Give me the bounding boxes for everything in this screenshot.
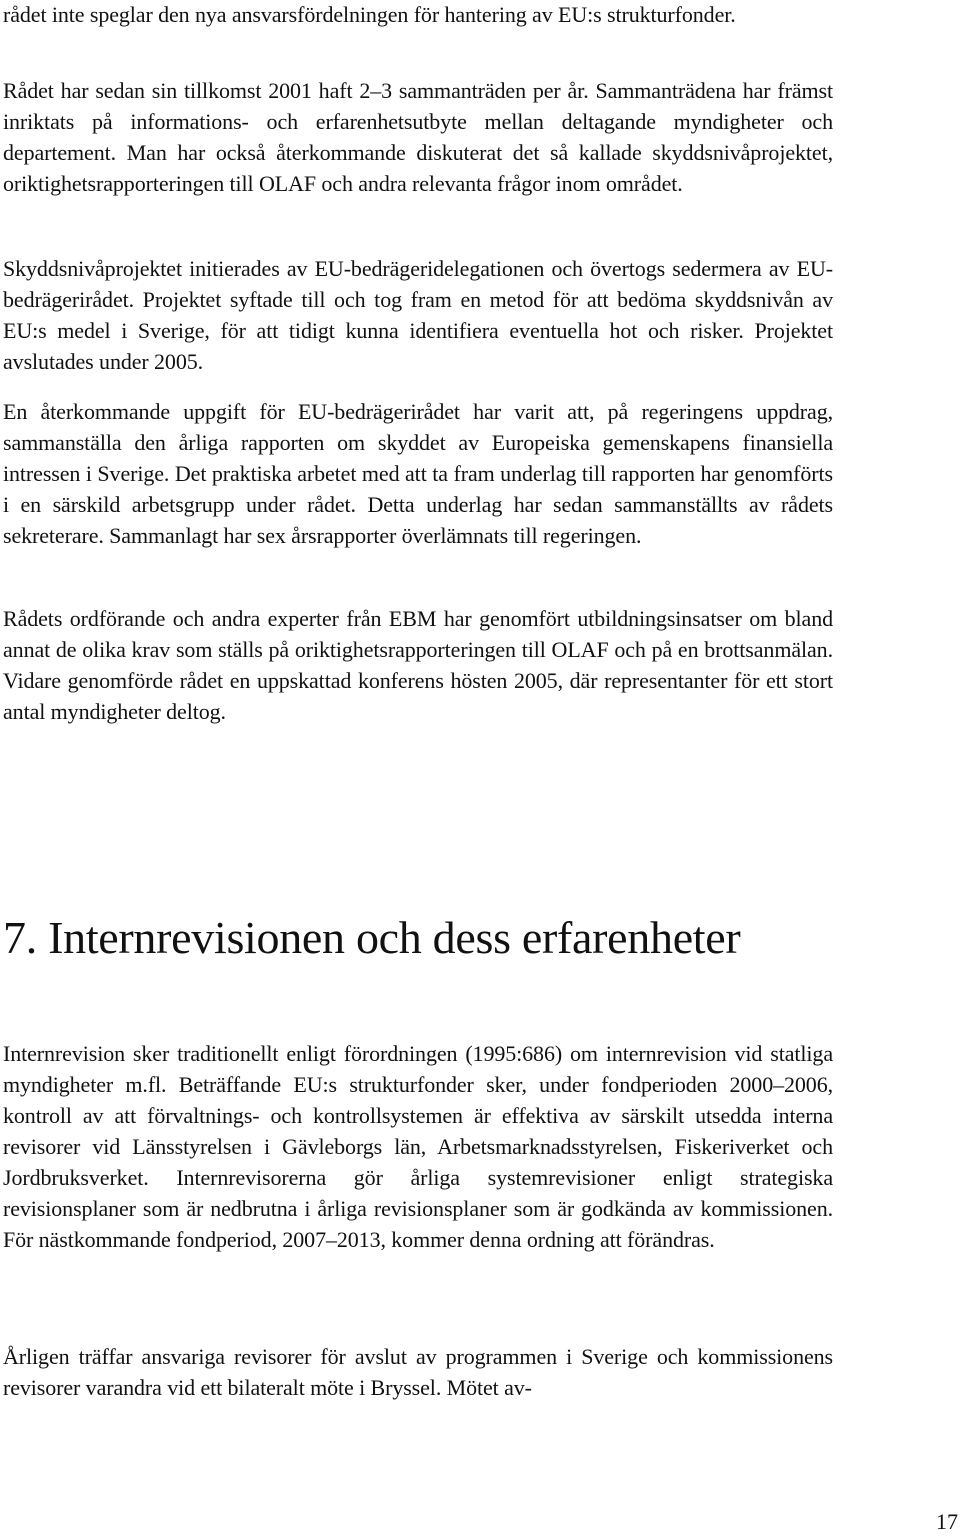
page-number: 17: [936, 1509, 958, 1534]
paragraph-skyddsnivaprojektet: Skyddsnivåprojektet initierades av EU-bedrägeridelegationen och övertogs sedermera av EU-bedrägerirådet. Projektet syftade till och tog fram en metod för att bedöma skyddsnivån av EU:s medel i Sverige, för att tidigt kunna identifiera eventuella hot och risker. Projektet avslutades under 2005.: [3, 256, 833, 374]
paragraph-internrevision: Internrevision sker traditionellt enligt förordningen (1995:686) om internrevision vid statliga myndigheter m.fl. Beträffande EU:s strukturfonder sker, under fondperioden 2000–2006, kontroll av att förvaltnings- och kontrollsystemen är effektiva av särskilt utsedda interna revisorer vid Länsstyrelsen i Gävleborgs län, Arbetsmarknadsstyrelsen, Fiskeriverket och Jordbruksverket. Internrevisorerna gör årliga systemrevisioner enligt strategiska revisionsplaner som är nedbrutna i årliga revisionsplaner som är godkända av kommissionen. För nästkommande fondperiod, 2007–2013, kommer denna ordning att förändras.: [3, 1041, 833, 1252]
paragraph-arsrapport: En återkommande uppgift för EU-bedrägerirådet har varit att, på regeringens uppdrag, sammanställa den årliga rapporten om skyddet av Europeiska gemenskapens finansiella intressen i Sverige. Det praktiska arbetet med att ta fram underlag till rapporten har genomförts i en särskild arbetsgrupp under rådet. Detta underlag har sedan sammanställts av rådets sekreterare. Sammanlagt har sex årsrapporter överlämnats till regeringen.: [3, 399, 833, 548]
section-heading: 7. Internrevisionen och dess erfarenheter: [3, 912, 741, 963]
paragraph-bilateralt-mote: Årligen träffar ansvariga revisorer för avslut av programmen i Sverige och kommissionens revisorer varandra vid ett bilateralt möte i Bryssel. Mötet av-: [3, 1344, 833, 1400]
paragraph-utbildningsinsatser: Rådets ordförande och andra experter från EBM har genomfört utbildningsinsatser om bland annat de olika krav som ställs på oriktighetsrapporteringen till OLAF och på en brottsanmälan. Vidare genomförde rådet en uppskattad konferens hösten 2005, där representanter för ett stort antal myndigheter deltog.: [3, 606, 833, 724]
paragraph-strukturfonder: rådet inte speglar den nya ansvarsfördelningen för hantering av EU:s strukturfonder.: [3, 2, 736, 27]
paragraph-radets-sammantraden: Rådet har sedan sin tillkomst 2001 haft 2–3 sammanträden per år. Sammanträdena har främst inriktats på informations- och erfarenhetsutbyte mellan deltagande myndigheter och departement. Man har också återkommande diskuterat det så kallade skyddsnivåprojektet, oriktighetsrapporteringen till OLAF och andra relevanta frågor inom området.: [3, 78, 833, 196]
